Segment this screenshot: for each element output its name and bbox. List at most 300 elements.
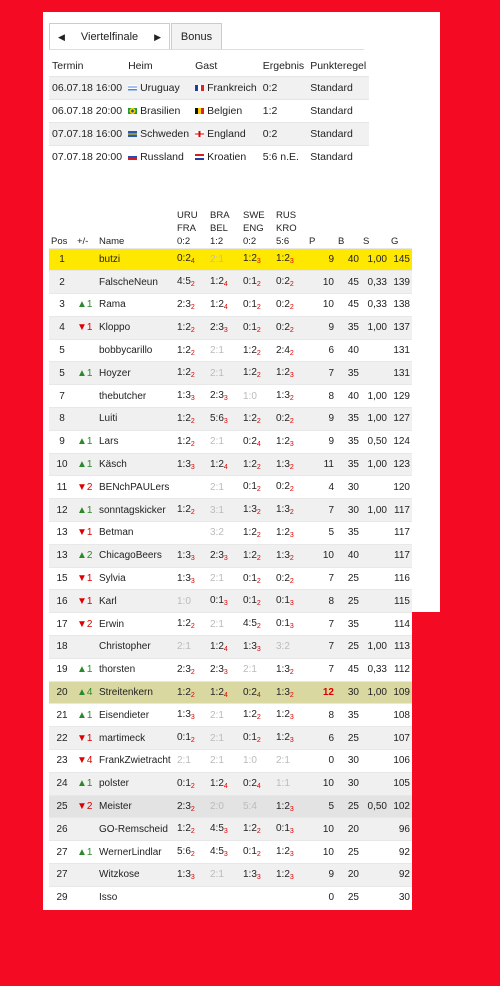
rank-g: 30 [389,886,412,909]
triangle-up-icon: ▲ [77,687,87,699]
rank-p: 7 [307,499,336,522]
player-name[interactable]: Erwin [97,613,175,636]
tip-points: 2 [289,281,294,289]
tip-points: 2 [289,554,294,562]
player-name[interactable]: Kloppo [97,316,175,339]
tip-score: 2:3 [177,663,191,675]
tip-points: 3 [256,873,261,881]
triangle-down-icon: ▼ [77,573,87,585]
header-game-score: 0:2 [243,235,257,247]
match-result: 0:2 [260,122,307,145]
tip-cell [208,636,241,659]
tip-cell [274,613,307,636]
tip [276,459,294,471]
tip-score: 1:3 [276,458,290,470]
triangle-down-icon: ▼ [77,481,87,493]
player-name[interactable]: Eisendieter [97,704,175,727]
match-away-name: England [207,127,246,140]
rank-p: 10 [307,841,336,864]
rank-s: 1,00 [361,636,389,659]
tip-score: 1:2 [243,458,257,470]
rank-g: 116 [389,567,412,590]
tip-points: 3 [289,851,294,859]
ranking-row[interactable] [49,385,412,408]
tip-cell [241,681,274,704]
ranking-row[interactable] [49,522,412,545]
ranking-row[interactable] [49,339,412,362]
tip-cell [208,772,241,795]
tip-points: 2 [289,349,294,357]
player-name[interactable]: bobbycarillo [97,339,175,362]
player-name[interactable]: Isso [97,886,175,909]
rank-s: 1,00 [361,453,389,476]
tip [210,733,224,744]
rank-change [75,727,97,750]
ranking-row[interactable] [49,818,412,841]
tip-score: 0:1 [276,595,290,607]
tip-cell [208,453,241,476]
tip-score: 1:1 [276,778,290,790]
tip-cell [208,590,241,613]
tip-cell [241,544,274,567]
tip-points: 2 [190,851,195,859]
ranking-row[interactable] [49,636,412,659]
tip-cell [208,704,241,727]
tip-points: 2 [256,509,261,517]
rank-g: 114 [389,613,412,636]
tip [276,709,294,721]
tip-cell [241,522,274,545]
tip-points: 3 [190,873,195,881]
player-name[interactable]: Meister [97,795,175,818]
tip-points: 3 [289,873,294,881]
tip [210,299,228,311]
triangle-up-icon: ▲ [77,299,87,311]
tip-cell [274,841,307,864]
rank-s: 1,00 [361,681,389,704]
tip-cell [274,864,307,887]
tip-cell [208,499,241,522]
rank-change-value: 1 [86,367,93,379]
tip-cell [175,522,208,545]
ranking-row[interactable] [49,453,412,476]
tip [177,801,195,813]
rank-s: 0,50 [361,795,389,818]
tip-points: 2 [256,349,261,357]
tip-score: 0:2 [276,276,290,288]
match-rule: Standard [307,145,369,168]
match-home-name: Schweden [140,127,190,140]
rank-b: 40 [336,248,361,271]
ranking-row[interactable] [49,271,412,294]
rank-change-value: 2 [86,481,93,493]
tip-score: 1:2 [210,276,224,288]
tip [210,345,224,356]
tip-points: 2 [256,417,261,425]
matches-table [49,56,369,168]
rank-g: 137 [389,316,412,339]
ranking-row[interactable] [49,727,412,750]
match-rule: Standard [307,76,369,99]
triangle-down-icon: ▼ [77,732,87,744]
triangle-up-icon: ▲ [77,550,87,562]
ranking-row[interactable] [49,864,412,887]
tip-cell [241,362,274,385]
tip-cell [274,658,307,681]
tip-cell [175,818,208,841]
rank-change [75,864,97,887]
rank-change [75,499,97,522]
tip-points: 2 [256,577,261,585]
tip-cell [175,772,208,795]
tip-score: 5:6 [210,412,224,424]
match-rule: Standard [307,99,369,122]
tip [210,778,228,790]
tip-score: 1:3 [276,549,290,561]
rank-b: 40 [336,385,361,408]
match-row [49,145,369,168]
tip-score: 2:1 [243,664,257,676]
rank-g: 102 [389,795,412,818]
tip-cell [241,704,274,727]
player-name[interactable]: thorsten [97,658,175,681]
rank-b: 25 [336,590,361,613]
tip-score: 1:3 [276,390,290,402]
tip [276,573,294,585]
tip-points: 3 [289,828,294,836]
tip-points: 2 [190,417,195,425]
rank-b: 25 [336,636,361,659]
uy-flag-icon [128,85,137,91]
tip-cell [175,658,208,681]
tip-cell [274,294,307,317]
ranking-row[interactable] [49,408,412,431]
player-name[interactable]: Christopher [97,636,175,659]
tip-cell [175,362,208,385]
tip-cell [175,727,208,750]
match-away [192,145,260,168]
tip [210,573,224,584]
ranking-row[interactable] [49,750,412,773]
tip-points: 2 [190,623,195,631]
caret-left-icon[interactable]: ◀ [58,31,65,42]
rank-b: 30 [336,476,361,499]
tip-score: 0:2 [243,777,257,789]
tip-cell [175,430,208,453]
tip [177,253,195,265]
player-name[interactable]: thebutcher [97,385,175,408]
tip-points: 2 [289,577,294,585]
tip-points: 3 [190,714,195,722]
rank-change [75,613,97,636]
rank-g: 96 [389,818,412,841]
tip-score: 5:4 [243,801,257,813]
tip-score: 1:2 [243,549,257,561]
tip-score: 1:2 [276,846,290,858]
rank-change [75,408,97,431]
rank-p: 5 [307,795,336,818]
ranking-row[interactable] [49,430,412,453]
tip-score: 1:2 [177,321,191,333]
header-game-line1: BRA [210,209,230,221]
rank-p: 0 [307,750,336,773]
tip-cell [274,818,307,841]
tip [243,413,261,425]
rank-pos: 20 [49,681,75,704]
tip-cell [175,636,208,659]
rank-change [75,795,97,818]
tip-points: 3 [289,258,294,266]
rank-g: 112 [389,658,412,681]
rank-b: 35 [336,316,361,339]
tip-points: 3 [289,714,294,722]
tip-score: 0:1 [243,732,257,744]
tip [177,687,195,699]
match-away [192,76,260,99]
player-name[interactable]: Karl [97,590,175,613]
tab-round[interactable] [49,23,170,50]
player-name[interactable]: Sylvia [97,567,175,590]
player-name[interactable]: martimeck [97,727,175,750]
tab-bonus-label: Bonus [180,31,213,43]
tip-score: 1:2 [276,732,290,744]
header-game-line2: ENG [243,222,264,234]
tip-cell [241,658,274,681]
tip [177,664,195,676]
rank-pos: 11 [49,476,75,499]
tip [243,778,261,790]
tip [210,368,224,379]
rank-change [75,430,97,453]
player-name[interactable]: sonntagskicker [97,499,175,522]
tip-cell [175,294,208,317]
ranking-row[interactable] [49,476,412,499]
tip [177,459,195,471]
rank-p: 6 [307,727,336,750]
rank-s: 0,33 [361,294,389,317]
tip [276,367,294,379]
rank-b: 35 [336,522,361,545]
player-name[interactable]: WernerLindlar [97,841,175,864]
tip-score: 4:5 [243,618,257,630]
tip-points: 4 [223,281,228,289]
rank-g: 124 [389,430,412,453]
header-game [241,200,274,248]
player-name[interactable]: Witzkose [97,864,175,887]
rank-pos: 9 [49,430,75,453]
player-name[interactable]: ChicagoBeers [97,544,175,567]
tip [243,504,261,516]
tip-cell [208,522,241,545]
rank-b: 35 [336,430,361,453]
tab-bonus[interactable] [171,23,222,50]
tip [210,595,228,607]
tip [177,504,195,516]
tip-score: 2:1 [210,732,224,744]
rank-g: 123 [389,453,412,476]
ranking-row[interactable] [49,886,412,909]
tip-cell [175,704,208,727]
tip-cell [208,362,241,385]
tip [177,367,195,379]
rank-g: 108 [389,704,412,727]
rank-s [361,750,389,773]
rank-s [361,362,389,385]
tip [276,436,294,448]
tip-points: 2 [256,828,261,836]
tip-score: 2:1 [177,641,191,653]
tip-cell [274,795,307,818]
tip-cell [241,795,274,818]
tip-points: 2 [256,737,261,745]
tip-cell [175,795,208,818]
rank-g: 107 [389,727,412,750]
header-game-score: 5:6 [276,235,290,247]
tip [177,390,195,402]
ranking-row[interactable] [49,841,412,864]
tip [177,345,195,357]
tip-score: 3:2 [210,527,224,539]
tip-score: 1:0 [243,390,257,402]
rank-pos: 16 [49,590,75,613]
rank-s [361,818,389,841]
tip-cell [175,476,208,499]
tip-cell [274,681,307,704]
tip-cell [175,271,208,294]
tip-cell [175,590,208,613]
rank-p: 10 [307,294,336,317]
caret-right-icon[interactable]: ▶ [154,31,161,42]
rank-change [75,339,97,362]
ranking-row[interactable] [49,248,412,271]
tip-score: 1:2 [276,526,290,538]
tip-score: 1:2 [243,367,257,379]
tip [276,595,294,607]
rank-pos: 17 [49,613,75,636]
rank-change [75,544,97,567]
ranking-row[interactable] [49,704,412,727]
player-name[interactable]: Hoyzer [97,362,175,385]
player-name[interactable]: Lars [97,430,175,453]
player-name[interactable]: Rama [97,294,175,317]
ru-flag-icon [128,154,137,160]
header-game-line2: BEL [210,222,228,234]
rank-pos: 2 [49,271,75,294]
tip-points: 2 [256,554,261,562]
tip [243,253,261,265]
tip-points: 3 [223,851,228,859]
tip-points: 4 [190,258,195,266]
tip-score: 2:1 [210,869,224,881]
tip-cell [241,476,274,499]
ranking-row[interactable] [49,658,412,681]
tip [276,732,294,744]
ranking-row[interactable] [49,316,412,339]
player-name[interactable]: FrankZwietracht [97,750,175,773]
rank-g: 131 [389,362,412,385]
ranking-row[interactable] [49,294,412,317]
triangle-down-icon: ▼ [77,595,87,607]
rank-b: 45 [336,658,361,681]
tip-score: 0:1 [177,732,191,744]
ranking-row[interactable] [49,499,412,522]
rank-p: 7 [307,613,336,636]
rank-p: 7 [307,636,336,659]
match-date: 06.07.18 16:00 [49,76,125,99]
tip-score: 2:3 [177,800,191,812]
rank-change [75,453,97,476]
tip-score: 2:1 [177,755,191,767]
ranking-row[interactable] [49,613,412,636]
ranking-row[interactable] [49,681,412,704]
tip-score: 2:3 [210,321,224,333]
tip-points: 2 [190,668,195,676]
tip-score: 1:2 [177,435,191,447]
tip-score: 1:3 [177,549,191,561]
matches-header-cell: Punkteregel [310,59,367,72]
ranking-row[interactable] [49,772,412,795]
tip-points: 2 [289,395,294,403]
tip-score: 1:2 [210,777,224,789]
rank-change-value: 1 [86,459,93,471]
rank-pos: 15 [49,567,75,590]
tip-points: 2 [190,805,195,813]
rank-change-value: 4 [86,755,93,767]
tip-points: 2 [256,623,261,631]
rank-change [75,818,97,841]
player-name[interactable]: Betman [97,522,175,545]
player-name[interactable]: BENchPAULers [97,476,175,499]
tip [210,505,224,516]
rank-b: 35 [336,704,361,727]
rank-b: 20 [336,818,361,841]
tip [276,322,294,334]
player-name[interactable]: FalscheNeun [97,271,175,294]
tip-score: 2:1 [210,709,224,721]
tip-points: 2 [190,326,195,334]
player-name[interactable]: Streitenkern [97,681,175,704]
tip [177,436,195,448]
ranking-row[interactable] [49,567,412,590]
ranking-row[interactable] [49,362,412,385]
tip-points: 2 [256,531,261,539]
rank-s [361,841,389,864]
header-game-line2: FRA [177,222,196,234]
match-away-name: Kroatien [207,150,247,163]
ranking-row[interactable] [49,590,412,613]
tip-score: 0:1 [276,618,290,630]
tip-points: 3 [223,828,228,836]
player-name[interactable]: Luiti [97,408,175,431]
tip-score: 0:2 [276,298,290,310]
player-name[interactable]: GO-Remscheid [97,818,175,841]
br-flag-icon [128,108,137,114]
ranking-row[interactable] [49,544,412,567]
ranking-row[interactable] [49,795,412,818]
tip-points: 2 [190,782,195,790]
tip-score: 1:3 [177,390,191,402]
rank-p: 8 [307,385,336,408]
player-name[interactable]: Käsch [97,453,175,476]
player-name[interactable]: butzi [97,248,175,271]
tip-score: 1:3 [276,686,290,698]
match-home [125,99,192,122]
player-name[interactable]: polster [97,772,175,795]
header-change: +/- [77,235,89,247]
rank-change [75,294,97,317]
triangle-down-icon: ▼ [77,527,87,539]
rank-p: 5 [307,522,336,545]
